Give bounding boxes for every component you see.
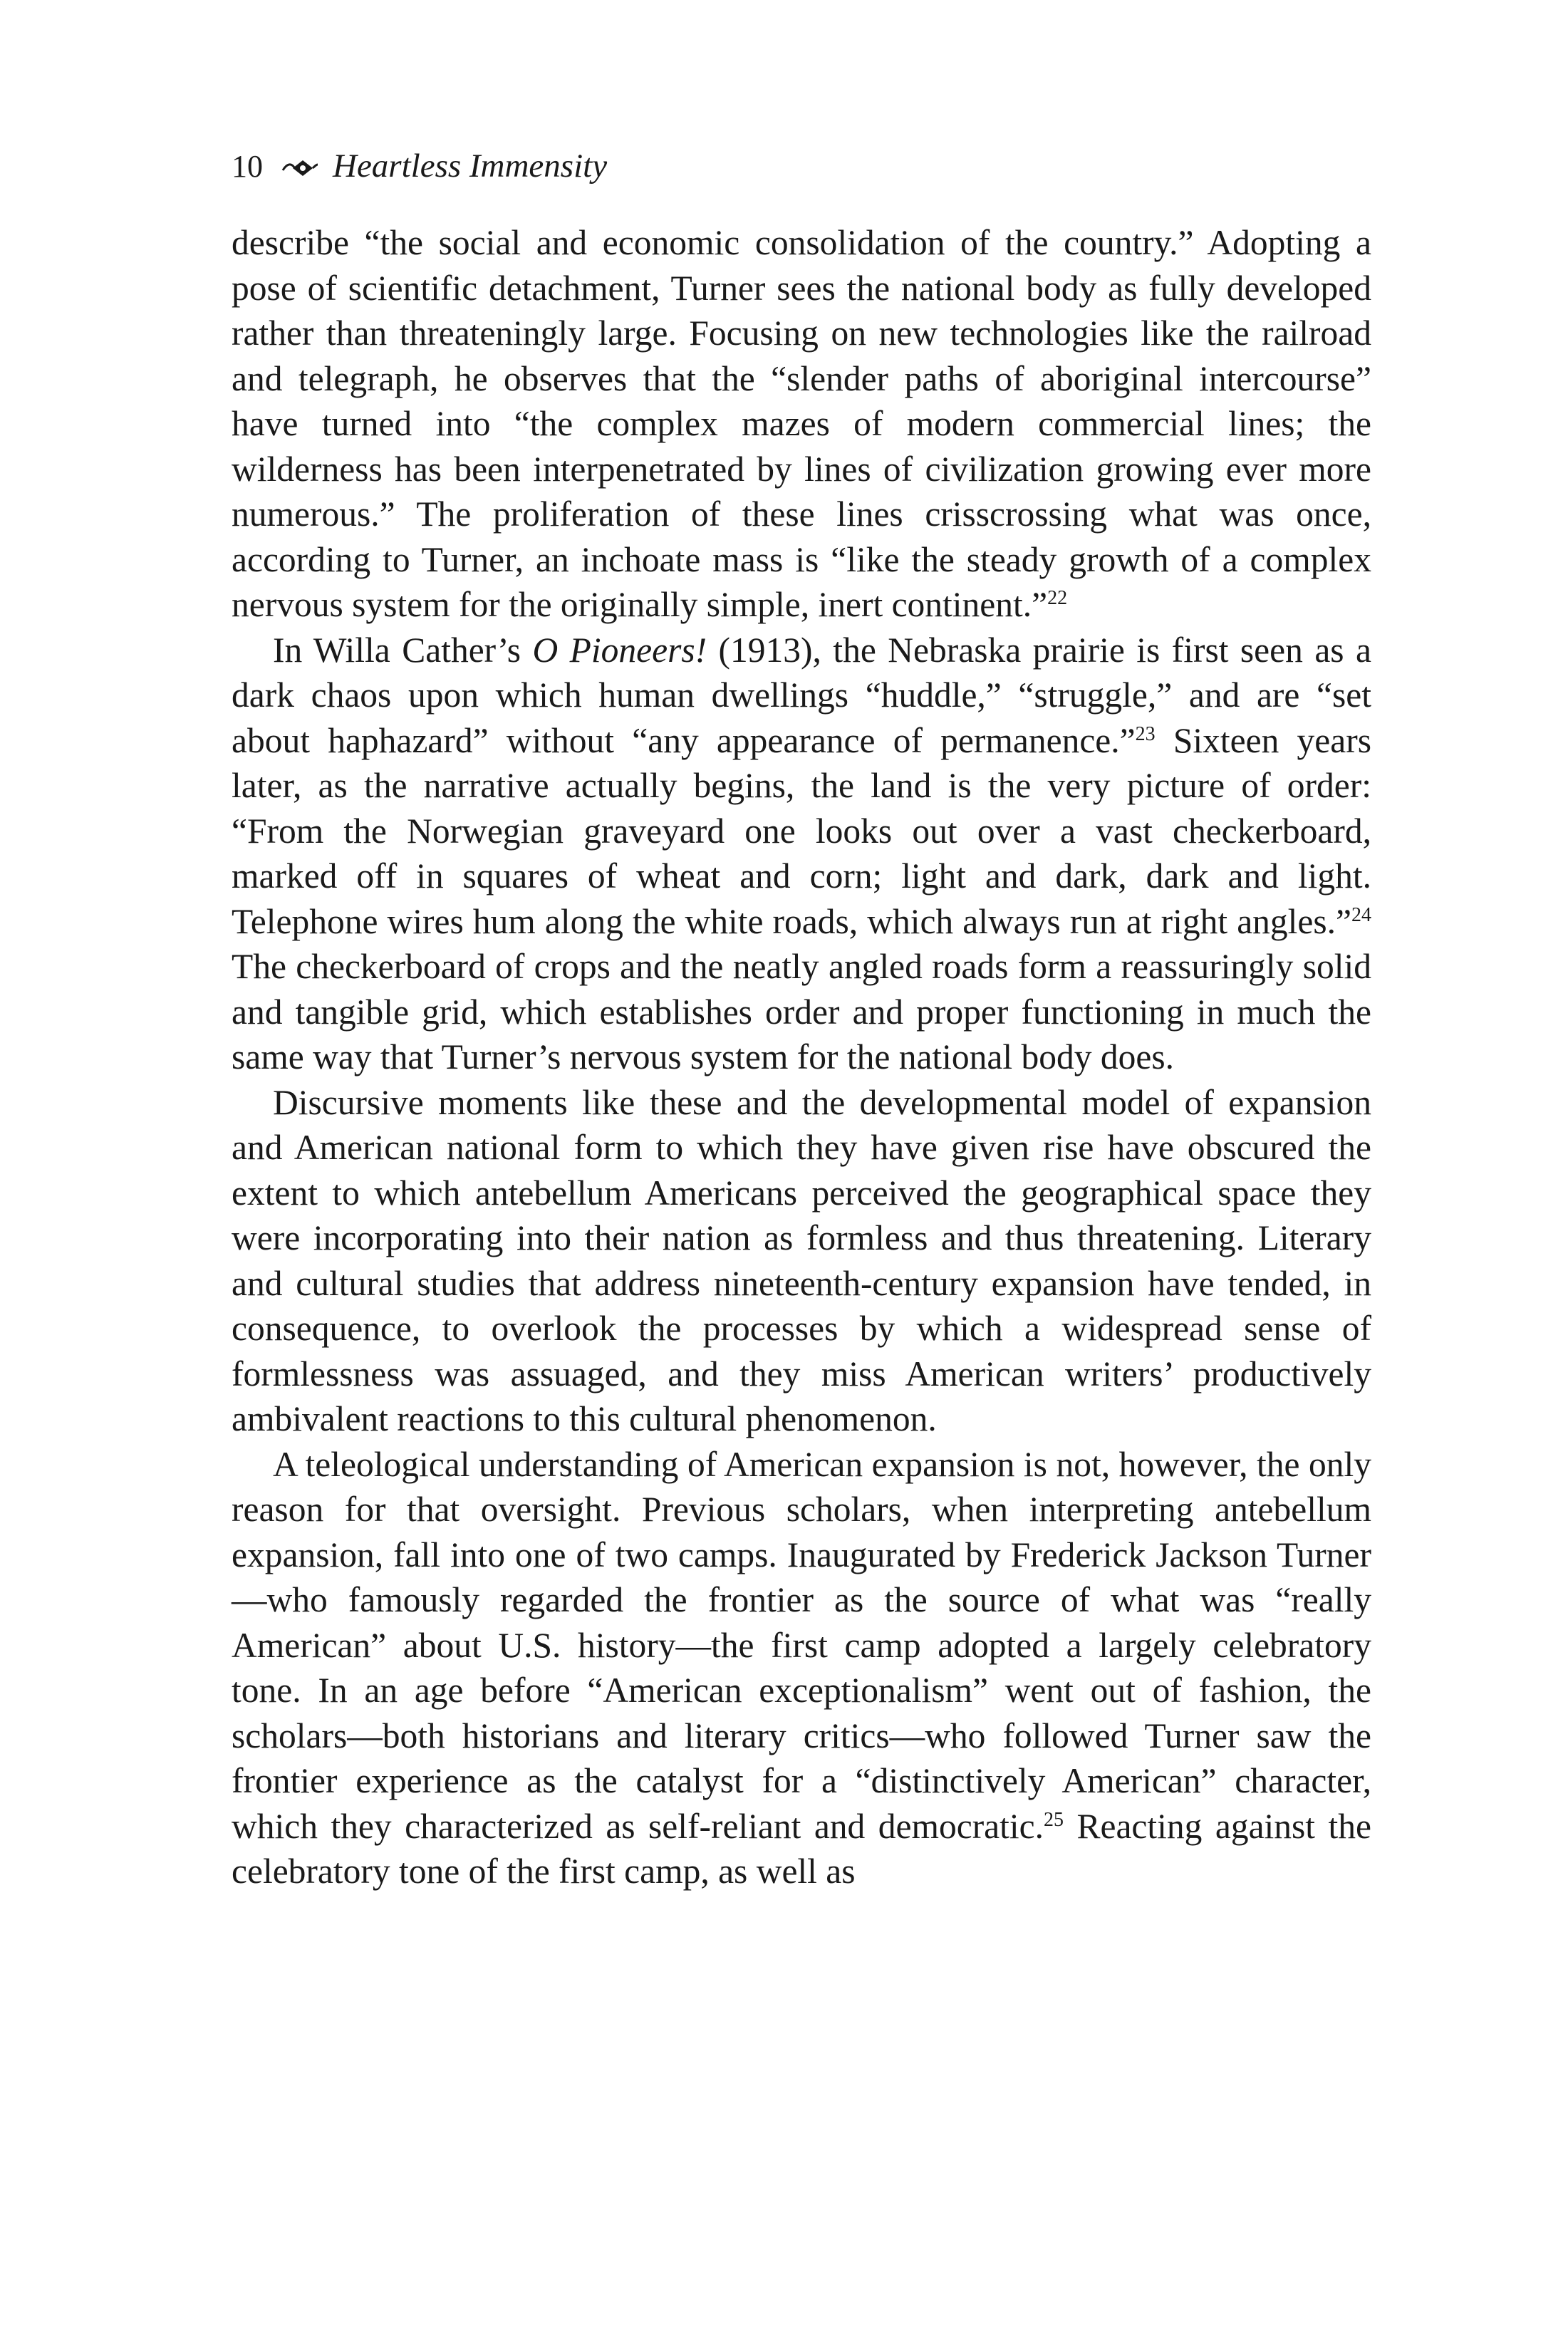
paragraph-text: The checkerboard of crops and the neatly angled roads form a reassuringly solid and tangible grid, which establishes order and proper functioning in much the same way that Turner’s nervous system for the national body does. [232, 947, 1371, 1076]
paragraph [232, 628, 1371, 1080]
running-head [232, 147, 1371, 185]
footnote-ref: 24 [1351, 903, 1371, 926]
book-page [232, 147, 1371, 1894]
footnote-ref: 25 [1044, 1808, 1064, 1831]
paragraph [232, 1442, 1371, 1894]
paragraph [232, 1080, 1371, 1442]
book-title: O Pioneers! [532, 630, 707, 670]
footnote-ref: 23 [1135, 722, 1156, 745]
running-title: Heartless Immensity [333, 147, 608, 185]
paragraph-text: A teleological understanding of American expansion is not, however, the only reason for that oversight. Previous scholars, when interpreting antebellum expansion, fall into one of two camps. Inaugurated by Frederick Jackson Turner—who famously regarded the frontier as the source of what was “really American” about U.S. history—the first camp adopted a largely celebratory tone. In an age before “American exceptionalism” went out of fashion, the scholars—both historians and literary critics—who followed Turner saw the frontier experience as the catalyst for a “distinctively American” character, which they characterized as self-reliant and democratic. [232, 1444, 1371, 1846]
paragraph [232, 220, 1371, 628]
paragraph-text: In Willa Cather’s [273, 630, 533, 670]
paragraph-text: Discursive moments like these and the developmental model of expansion and American national form to which they have given rise have obscured the extent to which antebellum Americans perceived the geographical space they were incorporating into their nation as formless and thus threatening. Literary and cultural studies that address nineteenth-century expansion have tended, in consequence, to overlook the processes by which a widespread sense of formlessness was assuaged, and they miss American writers’ productively ambivalent reactions to this cultural phenomenon. [232, 1082, 1371, 1438]
footnote-ref: 22 [1047, 587, 1068, 609]
paragraph-text: Sixteen years later, as the narrative actually begins, the land is the very picture of order: “From the Norwegian graveyard one looks out over a vast checkerboard, marked off in squares of wheat and corn; light and dark, dark and light. Telephone wires hum along the white roads, which always run at right angles.” [232, 720, 1371, 941]
leaf-ornament-icon [281, 155, 318, 179]
paragraph-text: Reacting against the celebratory tone of the first camp, as well as [232, 1806, 1371, 1891]
page-number: 10 [232, 148, 263, 184]
paragraph-text: describe “the social and economic consolidation of the country.” Adopting a pose of scientific detachment, Turner sees the national body as fully developed rather than threateningly large. Focusing on new technologies like the railroad and telegraph, he observes that the “slender paths of aboriginal intercourse” have turned into “the complex mazes of modern commercial lines; the wilderness has been interpenetrated by lines of civilization growing ever more numerous.” The proliferation of these lines crisscrossing what was once, according to Turner, an inchoate mass is “like the steady growth of a complex nervous system for the originally simple, inert continent.” [232, 223, 1371, 624]
paragraph-text: (1913), the Nebraska prairie is first seen as a dark chaos upon which human dwellings “huddle,” “struggle,” and are “set about haphazard” without “any appearance of permanence.” [232, 630, 1371, 760]
body-text [232, 220, 1371, 1894]
